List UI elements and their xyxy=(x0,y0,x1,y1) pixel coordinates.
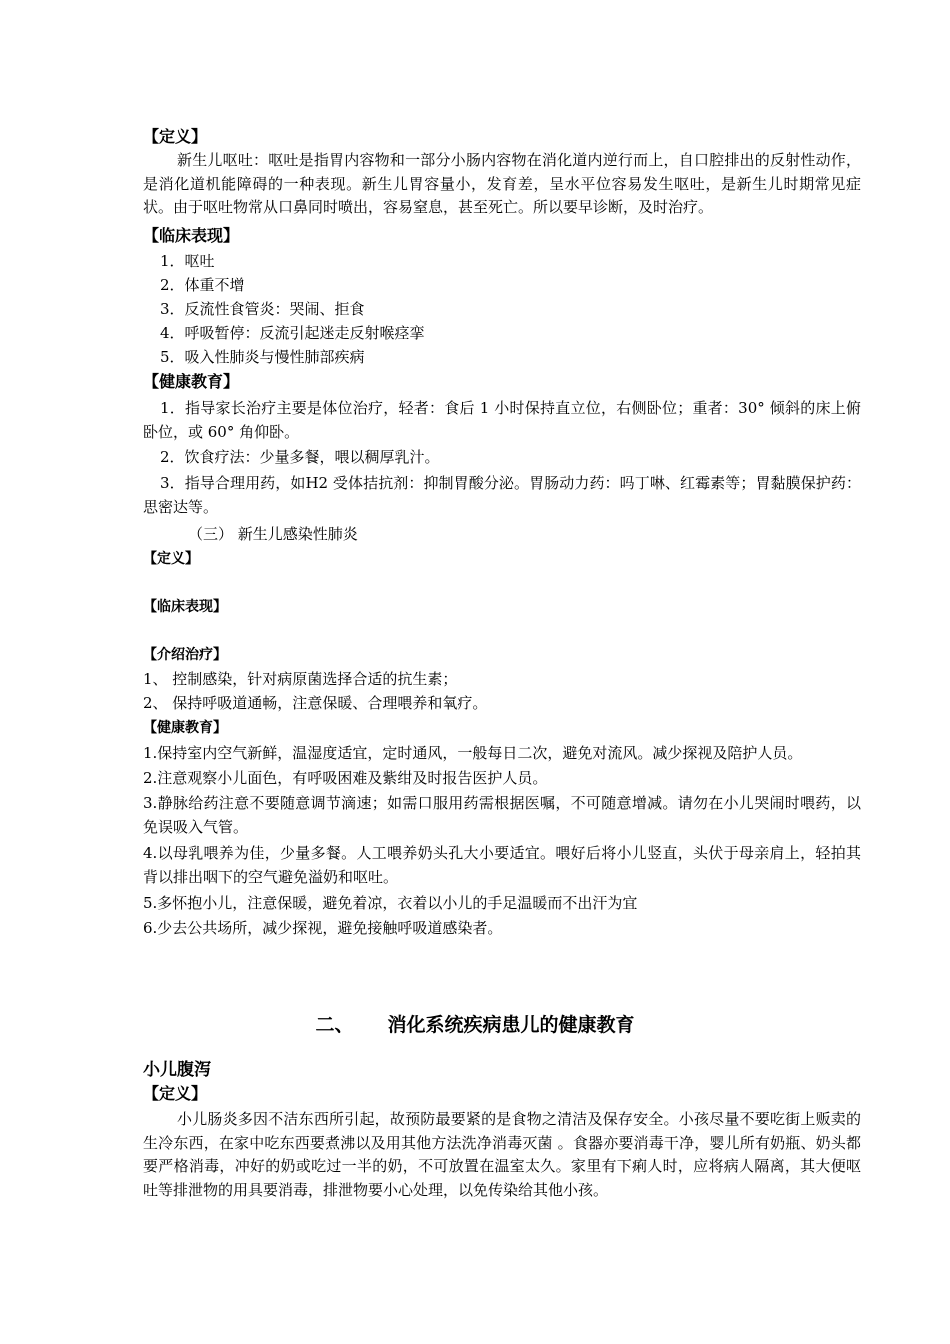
education-item: 2.注意观察小儿面色，有呼吸困难及紫绀及时报告医护人员。 xyxy=(143,769,548,787)
treatment-heading: 【介绍治疗】 xyxy=(143,647,227,663)
clinical-item: 5．吸入性肺炎与慢性肺部疾病 xyxy=(160,348,365,366)
treatment-item: 2、 保持呼吸道通畅，注意保暖、合理喂养和氧疗。 xyxy=(143,694,488,712)
treatment-item: 1、 控制感染，针对病原菌选择合适的抗生素； xyxy=(143,670,458,688)
section-number: 二、 xyxy=(315,1014,354,1036)
vomiting-definition-text: 新生儿呕吐：呕吐是指胃内容物和一部分小肠内容物在消化道内逆行而上，自口腔排出的反射性动作，是消化道机能障碍的一种表现。新生儿胃容量小，发育差，呈水平位容易发生呕吐，是新生儿时期常见症状。由于呕吐物常从口鼻同时喷出，容易窒息，甚至死亡。所以要早诊断，及时治疗。 xyxy=(143,151,861,216)
education-item: 4.以母乳喂养为佳，少量多餐。人工喂养奶头孔大小要适宜。喂好后将小儿竖直，头伏于母亲肩上，轻拍其背以排出咽下的空气避免溢奶和呕吐。 xyxy=(143,844,861,886)
education-item: 5.多怀抱小儿，注意保暖，避免着凉，衣着以小儿的手足温暖而不出汗为宜 xyxy=(143,894,638,912)
definition-heading: 【定义】 xyxy=(143,127,208,146)
education-item: 1.保持室内空气新鲜，温湿度适宜，定时通风，一般每日二次，避免对流风。减少探视及陪护人员。 xyxy=(143,744,803,762)
definition-heading: 【定义】 xyxy=(143,551,199,567)
education-item: 3.静脉给药注意不要随意调节滴速；如需口服用药需根据医嘱，不可随意增减。请勿在小儿哭闹时喂药，以免误吸入气管。 xyxy=(143,794,861,836)
topic-title: 小儿腹泻 xyxy=(143,1060,211,1080)
health-education-heading: 【健康教育】 xyxy=(143,372,240,391)
section-title-text: 消化系统疾病患儿的健康教育 xyxy=(387,1014,635,1036)
education-item: 6.少去公共场所，减少探视，避免接触呼吸道感染者。 xyxy=(143,919,503,937)
clinical-item: 3．反流性食管炎：哭闹、拒食 xyxy=(160,300,365,318)
section-title xyxy=(0,1012,950,1038)
subsection-title: （三） 新生儿感染性肺炎 xyxy=(188,525,358,543)
clinical-item: 2．体重不增 xyxy=(160,276,245,294)
clinical-heading: 【临床表现】 xyxy=(143,226,240,245)
clinical-heading: 【临床表现】 xyxy=(143,599,227,615)
education-item: 3．指导合理用药，如H2 受体拮抗剂：抑制胃酸分泌。胃肠动力药：吗丁啉、红霉素等；胃黏膜保护药：思密达等。 xyxy=(143,474,861,516)
education-item: 2．饮食疗法：少量多餐，喂以稠厚乳汁。 xyxy=(160,448,440,466)
health-education-heading: 【健康教育】 xyxy=(143,720,227,736)
education-item: 1．指导家长治疗主要是体位治疗，轻者：食后 1 小时保持直立位，右侧卧位；重者：30° 倾斜的床上俯卧位，或 60° 角仰卧。 xyxy=(143,399,861,441)
clinical-item: 4．呼吸暂停：反流引起迷走反射喉痉挛 xyxy=(160,324,425,342)
definition-heading: 【定义】 xyxy=(143,1084,208,1103)
clinical-item: 1．呕吐 xyxy=(160,252,215,270)
diarrhea-definition-text: 小儿肠炎多因不洁东西所引起，故预防最要紧的是食物之清洁及保存安全。小孩尽量不要吃街上贩卖的生冷东西，在家中吃东西要煮沸以及用其他方法洗净消毒灭菌 。食器亦要消毒干净，婴儿所有奶瓶、奶头都要严格消毒，冲好的奶或吃过一半的奶，不可放置在温室太久。家里有下痢人时，应将病人隔离，其大便呕吐等排泄物的用具要消毒，排泄物要小心处理，以免传染给其他小孩。 xyxy=(143,1110,861,1199)
